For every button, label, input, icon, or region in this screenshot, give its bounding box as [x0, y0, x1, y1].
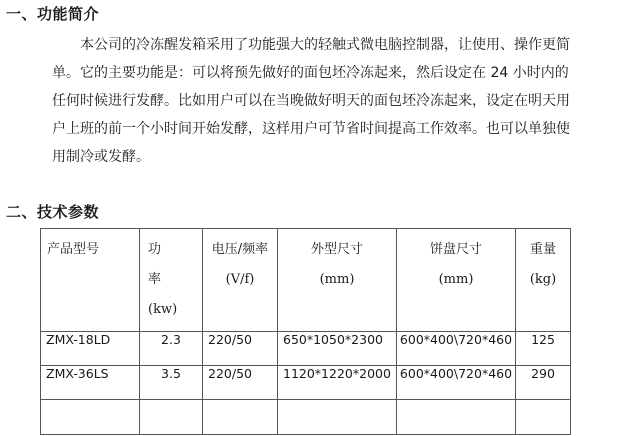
- spec-table: [40, 228, 571, 435]
- header-unit: (kw): [148, 302, 178, 317]
- header-label: 外型尺寸: [310, 242, 363, 257]
- cell-dimensions: 650*1050*2300: [278, 332, 397, 366]
- header-dimensions: [278, 229, 397, 332]
- section-heading-features: 一、功能简介: [6, 5, 100, 23]
- cell-voltage: 220/50: [203, 366, 278, 400]
- cell-weight: 125: [516, 332, 571, 366]
- header-label: 饼盘尺寸: [429, 242, 482, 257]
- cell-model: ZMX-18LD: [41, 332, 140, 366]
- cell-dimensions: 1120*1220*2000: [278, 366, 397, 400]
- paragraph-line: 户上班的前一个小时间开始发酵，这样用户可节省时间提高工作效率。也可以单独使: [52, 121, 570, 137]
- cell-tray-size: 600*400\720*460: [397, 332, 516, 366]
- header-voltage: [203, 229, 278, 332]
- features-paragraph: [52, 31, 612, 171]
- header-label: 重量: [529, 242, 556, 257]
- header-label: 功 率: [148, 242, 162, 287]
- cell-empty: [140, 400, 203, 435]
- header-tray-size: [397, 229, 516, 332]
- paragraph-line: 用制冷或发酵。: [52, 149, 150, 165]
- table-row: [41, 366, 571, 400]
- cell-empty: [278, 400, 397, 435]
- cell-empty: [516, 400, 571, 435]
- cell-voltage: 220/50: [203, 332, 278, 366]
- cell-weight: 290: [516, 366, 571, 400]
- header-unit: (mm): [438, 272, 474, 287]
- header-unit: (V/f): [225, 272, 255, 287]
- header-model: [41, 229, 140, 332]
- header-label: 电压/频率: [211, 242, 269, 257]
- paragraph-line: 任何时候进行发酵。比如用户可以在当晚做好明天的面包坯冷冻起来，设定在明天用: [52, 93, 570, 109]
- header-label: 产品型号: [47, 242, 100, 257]
- cell-model: ZMX-36LS: [41, 366, 140, 400]
- cell-power: 3.5: [140, 366, 203, 400]
- cell-empty: [41, 400, 140, 435]
- header-unit: (kg): [529, 272, 557, 287]
- header-power: [140, 229, 203, 332]
- table-row: [41, 400, 571, 435]
- section-heading-specs: 二、技术参数: [6, 203, 100, 221]
- cell-empty: [203, 400, 278, 435]
- cell-power: 2.3: [140, 332, 203, 366]
- table-row: [41, 332, 571, 366]
- table-header-row: [41, 229, 571, 332]
- cell-empty: [397, 400, 516, 435]
- cell-tray-size: 600*400\720*460: [397, 366, 516, 400]
- paragraph-line: 单。它的主要功能是：可以将预先做好的面包坯冷冻起来，然后设定在 24 小时内的: [52, 65, 569, 81]
- paragraph-line: 本公司的冷冻醒发箱采用了功能强大的轻触式微电脑控制器，让使用、操作更简: [80, 37, 570, 53]
- header-weight: [516, 229, 571, 332]
- header-unit: (mm): [319, 272, 355, 287]
